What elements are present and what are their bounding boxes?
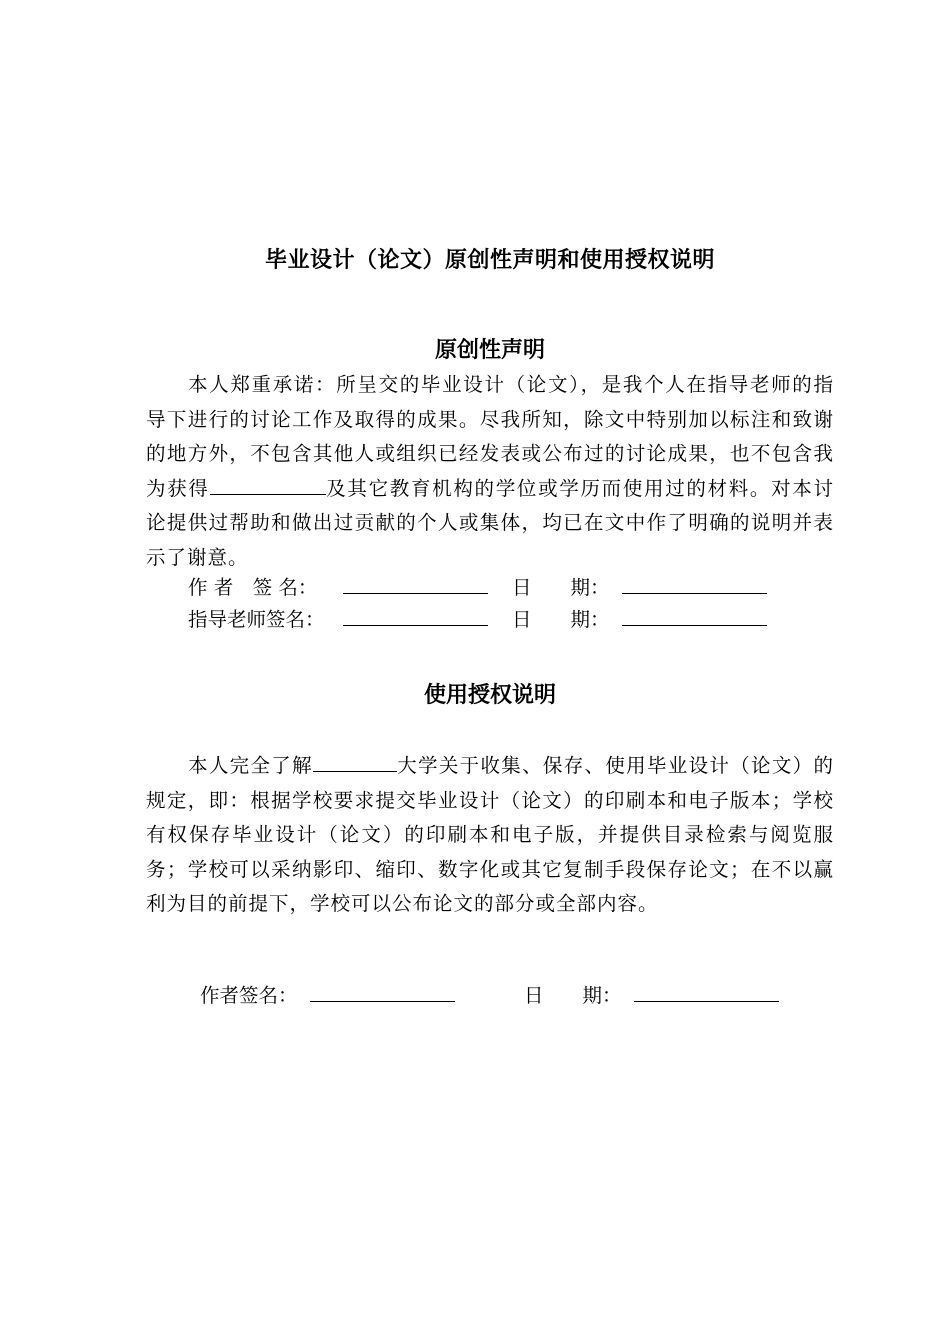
final-author-sign-label: 作者签名： xyxy=(200,984,298,1007)
advisor-date-label: 日 期： xyxy=(512,608,610,631)
authorization-statement xyxy=(146,749,834,922)
authorization-text-part2: 大学关于收集、保存、使用毕业设计（论文）的规定，即：根据学校要求提交毕业设计（论文）的印刷本和电子版本；学校有权保存毕业设计（论文）的印刷本和电子版，并提供目录检索与阅览服务；学校可以采纳影印、缩印、数字化或其它复制手段保存论文；在不以赢利为目的前提下，学校可以公布论文的部分或全部内容。 xyxy=(146,754,834,915)
authorization-heading: 使用授权说明 xyxy=(423,683,556,708)
advisor-signature-row xyxy=(188,604,488,632)
final-author-signature-line xyxy=(310,981,455,1002)
university-blank xyxy=(313,749,397,772)
originality-text-part2: 及其它教育机构的学位或学历而使用过的材料。对本讨论提供过帮助和做出过贡献的个人或集体，均已在文中作了明确的说明并表示了谢意。 xyxy=(146,476,834,569)
author-signature-row xyxy=(188,572,488,600)
author-signature-line xyxy=(343,573,488,594)
advisor-sign-label: 指导老师签名： xyxy=(188,608,325,631)
advisor-date-row xyxy=(512,604,767,632)
author-sign-label: 作 者 签 名： xyxy=(188,576,318,599)
final-date-label: 日 期： xyxy=(524,984,622,1007)
author-date-label: 日 期： xyxy=(512,576,610,599)
originality-heading: 原创性声明 xyxy=(434,338,545,363)
final-date-row xyxy=(524,980,779,1008)
document-title: 毕业设计（论文）原创性声明和使用授权说明 xyxy=(264,248,715,273)
author-date-line xyxy=(622,573,767,594)
originality-text-part1: 本人郑重承诺：所呈交的毕业设计（论文），是我个人在指导老师的指导下进行的讨论工作及取得的成果。尽我所知，除文中特别加以标注和致谢的地方外，不包含其他人或组织已经发表或公布过的讨论成果，也不包含我为获得 xyxy=(146,373,834,500)
final-author-signature-row xyxy=(200,980,455,1008)
originality-statement xyxy=(146,368,834,575)
advisor-date-line xyxy=(622,605,767,626)
advisor-signature-line xyxy=(343,605,488,626)
final-date-line xyxy=(634,981,779,1002)
author-date-row xyxy=(512,572,767,600)
authorization-text-part1: 本人完全了解 xyxy=(188,754,313,777)
institution-blank xyxy=(210,472,326,495)
